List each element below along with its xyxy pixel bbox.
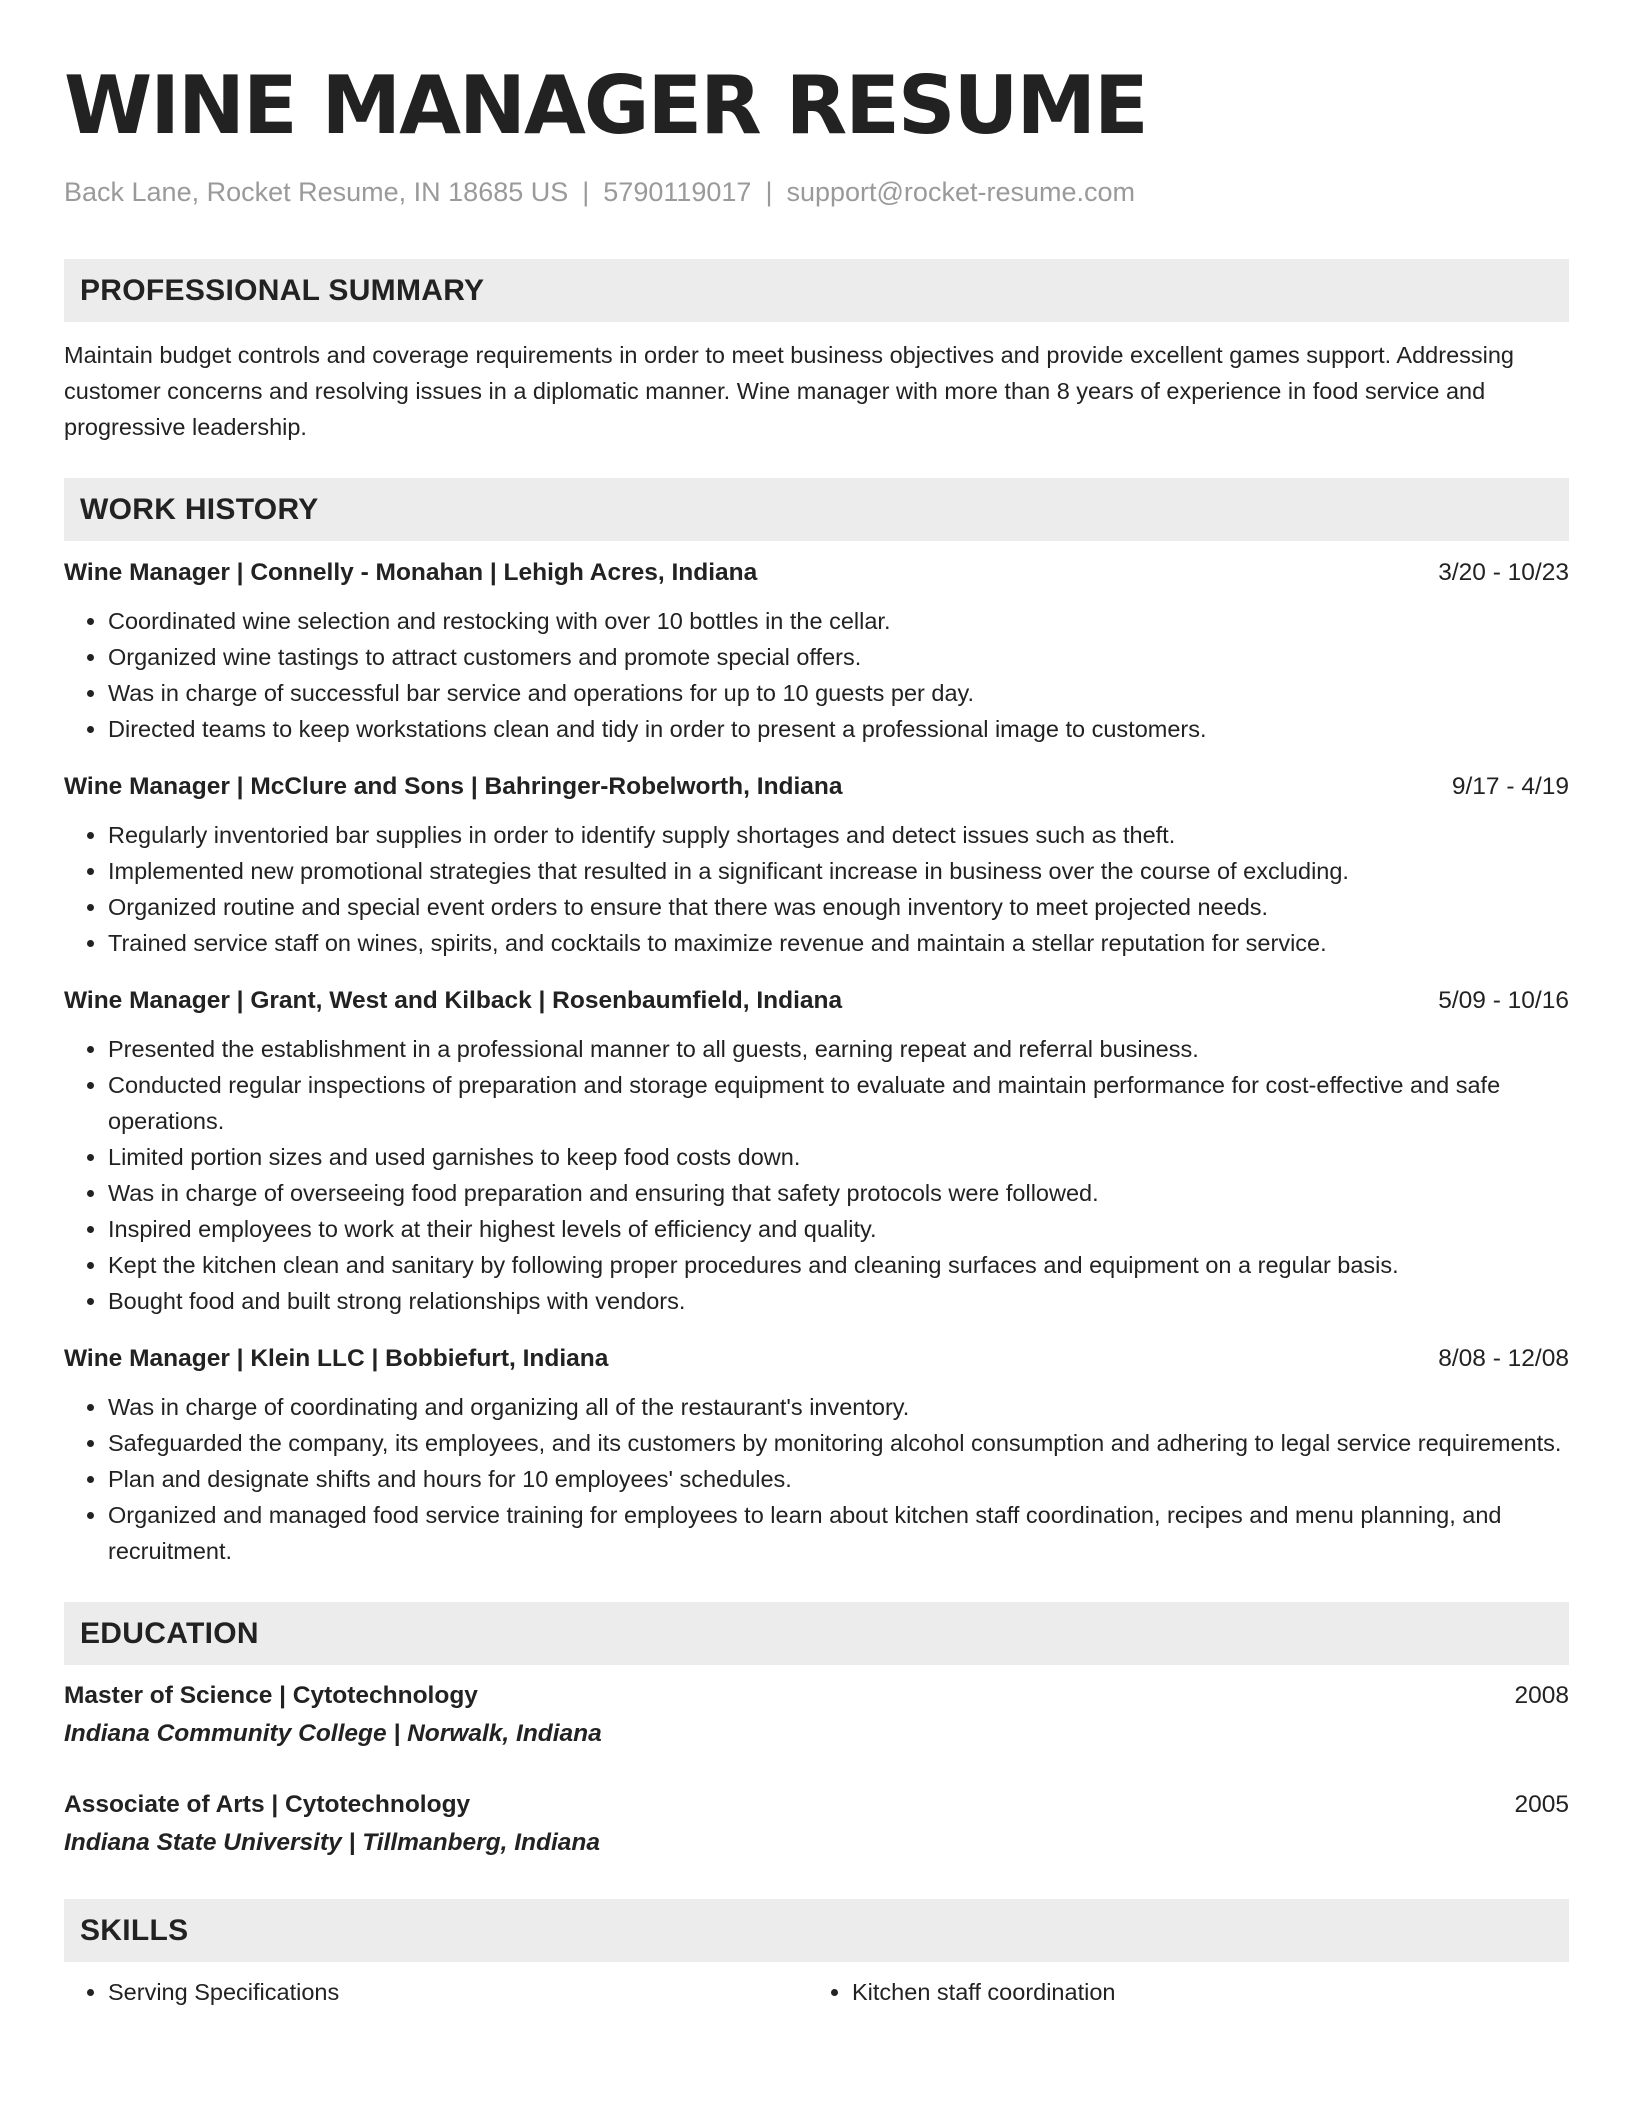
job-bullet: • Was in charge of overseeing food preparation and ensuring that safety protocols were followed. — [108, 1175, 1569, 1211]
job-header — [64, 983, 1569, 1019]
education-header — [64, 1677, 1569, 1715]
job-bullet: • Conducted regular inspections of preparation and storage equipment to evaluate and maintain performance for cost-effective and safe operations. — [108, 1067, 1569, 1139]
contact-address: Back Lane, Rocket Resume, IN 18685 US — [64, 177, 569, 207]
job-bullet: • Was in charge of successful bar service and operations for up to 10 guests per day. — [108, 675, 1569, 711]
job-entry — [64, 1341, 1569, 1569]
job-bullet: • Bought food and built strong relationships with vendors. — [108, 1283, 1569, 1319]
job-bullet: • Kept the kitchen clean and sanitary by following proper procedures and cleaning surfaces and equipment on a regular basis. — [108, 1247, 1569, 1283]
job-title: Wine Manager | Grant, West and Kilback | Rosenbaumfield, Indiana — [64, 987, 843, 1015]
summary-text: Maintain budget controls and coverage requirements in order to meet business objectives and provide excellent games support. Addressing customer concerns and resolving issues in a diplomatic manner. Wine manager with more than 8 years of experience in food service and progressive leadership. — [64, 342, 1515, 441]
section-header-work-history: WORK HISTORY — [64, 478, 1569, 541]
job-bullet: • Presented the establishment in a professional manner to all guests, earning repeat and referral business. — [108, 1031, 1569, 1067]
job-entry — [64, 769, 1569, 961]
skills-column-left — [64, 1974, 808, 2010]
job-bullet: • Plan and designate shifts and hours for 10 employees' schedules. — [108, 1461, 1569, 1497]
job-title: Wine Manager | Connelly - Monahan | Lehigh Acres, Indiana — [64, 559, 758, 587]
resume-document — [64, 0, 1569, 2010]
education-school: Indiana State University | Tillmanberg, Indiana — [64, 1829, 601, 1857]
job-bullet: • Regularly inventoried bar supplies in order to identify supply shortages and detect issues such as theft. — [108, 817, 1569, 853]
education-entry — [64, 1677, 1569, 1753]
job-bullet: • Safeguarded the company, its employees, and its customers by monitoring alcohol consumption and adhering to legal service requirements. — [108, 1425, 1569, 1461]
job-dates: 8/08 - 12/08 — [1438, 1345, 1569, 1373]
job-header — [64, 1341, 1569, 1377]
job-bullet: • Trained service staff on wines, spirits, and cocktails to maximize revenue and maintain a stellar reputation for service. — [108, 925, 1569, 961]
job-dates: 9/17 - 4/19 — [1451, 773, 1569, 801]
section-header-summary: PROFESSIONAL SUMMARY — [64, 259, 1569, 322]
education-degree: Master of Science | Cytotechnology — [64, 1682, 478, 1710]
job-title: Wine Manager | Klein LLC | Bobbiefurt, Indiana — [64, 1345, 609, 1373]
job-bullets — [64, 1389, 1569, 1569]
contact-phone: 5790119017 — [603, 177, 752, 207]
job-header — [64, 769, 1569, 805]
contact-separator: | — [582, 177, 590, 207]
education-year: 2005 — [1514, 1791, 1569, 1819]
job-bullet: • Directed teams to keep workstations clean and tidy in order to present a professional image to customers. — [108, 711, 1569, 747]
skills-column-right — [808, 1974, 1552, 2010]
page-title: WINE MANAGER RESUME — [64, 59, 1147, 152]
skills-grid — [64, 1974, 1569, 2010]
job-bullet: • Organized routine and special event orders to ensure that there was enough inventory to meet projected needs. — [108, 889, 1569, 925]
job-bullet: • Organized and managed food service training for employees to learn about kitchen staff coordination, recipes and menu planning, and recruitment. — [108, 1497, 1569, 1569]
education-school: Indiana Community College | Norwalk, Indiana — [64, 1720, 602, 1748]
job-title: Wine Manager | McClure and Sons | Bahringer-Robelworth, Indiana — [64, 773, 843, 801]
contact-email: support@rocket-resume.com — [786, 177, 1135, 207]
section-header-education: EDUCATION — [64, 1602, 1569, 1665]
job-bullet: • Was in charge of coordinating and organizing all of the restaurant's inventory. — [108, 1389, 1569, 1425]
contact-separator: | — [765, 177, 773, 207]
section-header-skills: SKILLS — [64, 1899, 1569, 1962]
education-degree: Associate of Arts | Cytotechnology — [64, 1791, 471, 1819]
job-dates: 5/09 - 10/16 — [1438, 987, 1569, 1015]
job-bullet: • Coordinated wine selection and restocking with over 10 bottles in the cellar. — [108, 603, 1569, 639]
skill-item: • Kitchen staff coordination — [852, 1974, 1552, 2010]
job-bullet: • Implemented new promotional strategies that resulted in a significant increase in business over the course of excluding. — [108, 853, 1569, 889]
job-header — [64, 555, 1569, 591]
education-header — [64, 1786, 1569, 1824]
job-bullets — [64, 603, 1569, 747]
job-bullets — [64, 817, 1569, 961]
education-year: 2008 — [1514, 1682, 1569, 1710]
job-bullet: • Limited portion sizes and used garnishes to keep food costs down. — [108, 1139, 1569, 1175]
skill-item: • Serving Specifications — [108, 1974, 808, 2010]
job-bullet: • Organized wine tastings to attract customers and promote special offers. — [108, 639, 1569, 675]
contact-line — [64, 176, 1569, 208]
education-entry — [64, 1786, 1569, 1862]
job-entry — [64, 555, 1569, 747]
work-history-list — [64, 555, 1569, 1569]
job-bullets — [64, 1031, 1569, 1319]
job-entry — [64, 983, 1569, 1319]
job-dates: 3/20 - 10/23 — [1438, 559, 1569, 587]
job-bullet: • Inspired employees to work at their highest levels of efficiency and quality. — [108, 1211, 1569, 1247]
education-list — [64, 1677, 1569, 1862]
